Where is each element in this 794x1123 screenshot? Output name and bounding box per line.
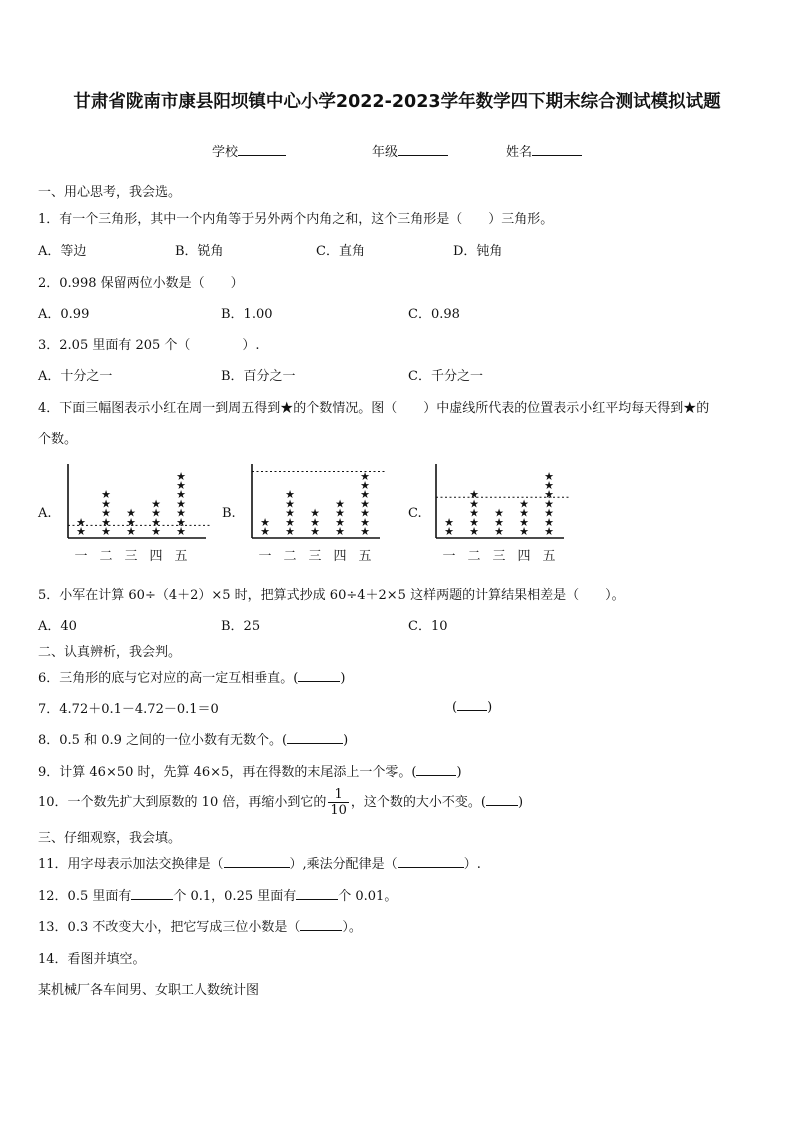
- star-mark: ★: [335, 525, 345, 538]
- q5-option-b[interactable]: B．25: [221, 619, 261, 634]
- star-mark: ★: [444, 525, 454, 538]
- q10-fraction: [328, 787, 349, 818]
- q13-answer-blank[interactable]: [300, 918, 342, 931]
- star-mark: ★: [360, 525, 370, 538]
- star-mark: ★: [176, 525, 186, 538]
- star-mark: ★: [101, 515, 111, 529]
- question-12: [38, 885, 397, 904]
- q13-text-a: 13．0.3 不改变大小，把它写成三位小数是（: [38, 920, 301, 935]
- q12-blank-2[interactable]: [296, 887, 338, 900]
- star-mark: ★: [360, 506, 370, 520]
- question-1: 1．有一个三角形，其中一个内角等于另外两个内角之和，这个三角形是（ ）三角形。: [38, 212, 554, 227]
- question-8: [38, 729, 348, 748]
- q5-option-a[interactable]: A．40: [38, 619, 77, 634]
- q2-option-c[interactable]: C．0.98: [408, 307, 460, 322]
- school-label: 学校: [212, 145, 239, 160]
- star-mark: ★: [176, 506, 186, 520]
- school-field[interactable]: [212, 141, 286, 160]
- question-10: [38, 786, 523, 820]
- q10-text-b: ，这个数的大小不变。(: [350, 795, 486, 810]
- question-4: 4．下面三幅图表示小红在周一到周五得到★的个数情况。图（ ）中虚线所代表的位置表示小红平均每天得到★的: [38, 401, 710, 416]
- star-mark: ★: [101, 506, 111, 520]
- q1-option-c[interactable]: C．直角: [316, 244, 365, 259]
- grade-field[interactable]: [372, 141, 448, 160]
- star-mark: ★: [151, 497, 161, 511]
- star-mark: ★: [151, 506, 161, 520]
- q7-answer-blank[interactable]: [457, 698, 487, 711]
- star-mark: ★: [360, 515, 370, 529]
- q12-blank-1[interactable]: [131, 887, 173, 900]
- q1-option-d[interactable]: D．钝角: [453, 244, 503, 259]
- star-mark: ★: [469, 515, 479, 529]
- q3-option-b[interactable]: B．百分之一: [221, 369, 296, 384]
- star-mark: ★: [76, 525, 86, 538]
- star-mark: ★: [335, 515, 345, 529]
- star-mark: ★: [101, 497, 111, 511]
- star-mark: ★: [469, 488, 479, 502]
- star-mark: ★: [151, 515, 161, 529]
- q12-text-c: 个 0.01。: [338, 889, 398, 904]
- star-chart-c: [428, 460, 578, 566]
- star-mark: ★: [544, 515, 554, 529]
- q7-open: (: [452, 700, 458, 715]
- q7-close: ): [487, 700, 493, 715]
- q9-answer-blank[interactable]: [416, 763, 456, 776]
- star-mark: ★: [544, 525, 554, 538]
- section-heading-1: 一、用心思考，我会选。: [38, 185, 182, 200]
- day-label: 三: [124, 549, 138, 564]
- star-mark: ★: [544, 506, 554, 520]
- q4-option-a[interactable]: A.: [38, 506, 52, 521]
- question-14: 14．看图并填空。: [38, 952, 146, 967]
- question-5: 5．小军在计算 60÷（4＋2）×5 时，把算式抄成 60÷4＋2×5 这样两题的计算结果相差是（ ）。: [38, 588, 625, 603]
- star-mark: ★: [260, 515, 270, 529]
- q12-text-a: 12．0.5 里面有: [38, 889, 132, 904]
- q6-close: ): [340, 671, 346, 686]
- star-mark: ★: [469, 497, 479, 511]
- star-mark: ★: [544, 479, 554, 492]
- star-mark: ★: [101, 525, 111, 538]
- star-mark: ★: [151, 525, 161, 538]
- q11-text-a: 11．用字母表示加法交换律是（: [38, 857, 224, 872]
- star-mark: ★: [285, 488, 295, 502]
- section-heading-3: 三、仔细观察，我会填。: [38, 831, 182, 846]
- day-label: 四: [149, 549, 163, 564]
- day-label: 四: [517, 549, 531, 564]
- star-mark: ★: [285, 515, 295, 529]
- star-mark: ★: [519, 525, 529, 538]
- day-label: 四: [333, 549, 347, 564]
- q7-answer[interactable]: [452, 698, 492, 715]
- star-mark: ★: [126, 525, 136, 538]
- star-mark: ★: [310, 515, 320, 529]
- chart-caption: 某机械厂各车间男、女职工人数统计图: [38, 983, 260, 998]
- star-chart-b: [244, 460, 394, 566]
- q11-blank-1[interactable]: [224, 855, 290, 868]
- star-mark: ★: [126, 515, 136, 529]
- star-mark: ★: [335, 506, 345, 520]
- star-mark: ★: [494, 506, 504, 520]
- star-mark: ★: [544, 497, 554, 511]
- star-mark: ★: [176, 515, 186, 529]
- name-field[interactable]: [506, 141, 582, 160]
- q10-text-a: 10．一个数先扩大到原数的 10 倍，再缩小到它的: [38, 795, 327, 810]
- star-mark: ★: [310, 506, 320, 520]
- q4-option-c[interactable]: C.: [408, 506, 422, 521]
- question-6: [38, 667, 345, 686]
- q10-close: ): [517, 795, 524, 810]
- day-label: 三: [308, 549, 322, 564]
- section-heading-2: 二、认真辨析，我会判。: [38, 645, 182, 660]
- star-mark: ★: [360, 497, 370, 511]
- question-7: 7．4.72＋0.1－4.72－0.1＝0: [38, 702, 219, 717]
- star-mark: ★: [285, 506, 295, 520]
- q13-text-b: ）。: [342, 920, 362, 935]
- question-4-cont: 个数。: [38, 432, 78, 447]
- grade-label: 年级: [372, 145, 399, 160]
- q6-text: 6．三角形的底与它对应的高一定互相垂直。(: [38, 671, 299, 686]
- star-chart-a: [60, 460, 220, 566]
- question-2: 2．0.998 保留两位小数是（ ）: [38, 276, 244, 291]
- q2-option-b[interactable]: B．1.00: [221, 307, 273, 322]
- star-mark: ★: [544, 469, 554, 483]
- q10-answer-blank[interactable]: [486, 793, 518, 806]
- q11-blank-2[interactable]: [398, 855, 464, 868]
- star-mark: ★: [360, 488, 370, 502]
- star-mark: ★: [519, 497, 529, 511]
- star-mark: ★: [469, 506, 479, 520]
- star-mark: ★: [494, 515, 504, 529]
- star-mark: ★: [519, 515, 529, 529]
- question-3: 3．2.05 里面有 205 个（ ）.: [38, 338, 260, 353]
- day-label: 三: [492, 549, 506, 564]
- q12-text-b: 个 0.1，0.25 里面有: [173, 889, 297, 904]
- q9-close: ): [456, 765, 462, 780]
- question-13: [38, 916, 362, 935]
- q6-answer-blank[interactable]: [298, 669, 340, 682]
- star-mark: ★: [360, 469, 370, 483]
- star-mark: ★: [176, 497, 186, 511]
- q11-text-c: ）.: [463, 857, 481, 872]
- day-label: 五: [174, 549, 188, 564]
- star-mark: ★: [176, 479, 186, 492]
- day-label: 一: [74, 549, 88, 564]
- q9-text: 9．计算 46×50 时，先算 46×5，再在得数的末尾添上一个零。(: [38, 765, 417, 780]
- q8-answer-blank[interactable]: [287, 731, 343, 744]
- q3-option-a[interactable]: A．十分之一: [38, 369, 113, 384]
- q8-text: 8．0.5 和 0.9 之间的一位小数有无数个。(: [38, 733, 288, 748]
- q3-option-c[interactable]: C．千分之一: [408, 369, 483, 384]
- fraction-denominator: 10: [330, 803, 347, 818]
- question-11: [38, 853, 481, 872]
- star-mark: ★: [444, 515, 454, 529]
- q1-option-b[interactable]: B．锐角: [175, 244, 224, 259]
- day-label: 五: [542, 549, 556, 564]
- q5-option-c[interactable]: C．10: [408, 619, 448, 634]
- star-mark: ★: [544, 488, 554, 502]
- star-mark: ★: [260, 525, 270, 538]
- star-mark: ★: [469, 525, 479, 538]
- star-mark: ★: [494, 525, 504, 538]
- q1-option-a[interactable]: A．等边: [38, 244, 87, 259]
- fraction-numerator: 1: [328, 787, 349, 803]
- star-mark: ★: [285, 525, 295, 538]
- star-mark: ★: [519, 506, 529, 520]
- star-mark: ★: [335, 497, 345, 511]
- day-label: 二: [283, 549, 297, 564]
- q11-text-b: ）,乘法分配律是（: [289, 857, 398, 872]
- q4-option-b[interactable]: B.: [222, 506, 236, 521]
- star-mark: ★: [285, 497, 295, 511]
- day-label: 一: [442, 549, 456, 564]
- star-mark: ★: [360, 479, 370, 492]
- star-mark: ★: [101, 488, 111, 502]
- q2-option-a[interactable]: A．0.99: [38, 307, 90, 322]
- day-label: 二: [99, 549, 113, 564]
- star-mark: ★: [76, 515, 86, 529]
- page-title: 甘肃省陇南市康县阳坝镇中心小学2022-2023学年数学四下期末综合测试模拟试题: [73, 92, 721, 112]
- question-9: [38, 761, 462, 780]
- star-mark: ★: [310, 525, 320, 538]
- star-mark: ★: [126, 506, 136, 520]
- day-label: 二: [467, 549, 481, 564]
- day-label: 一: [258, 549, 272, 564]
- star-mark: ★: [176, 488, 186, 502]
- star-mark: ★: [176, 469, 186, 483]
- q8-close: ): [343, 733, 349, 748]
- name-label: 姓名: [506, 145, 533, 160]
- day-label: 五: [358, 549, 372, 564]
